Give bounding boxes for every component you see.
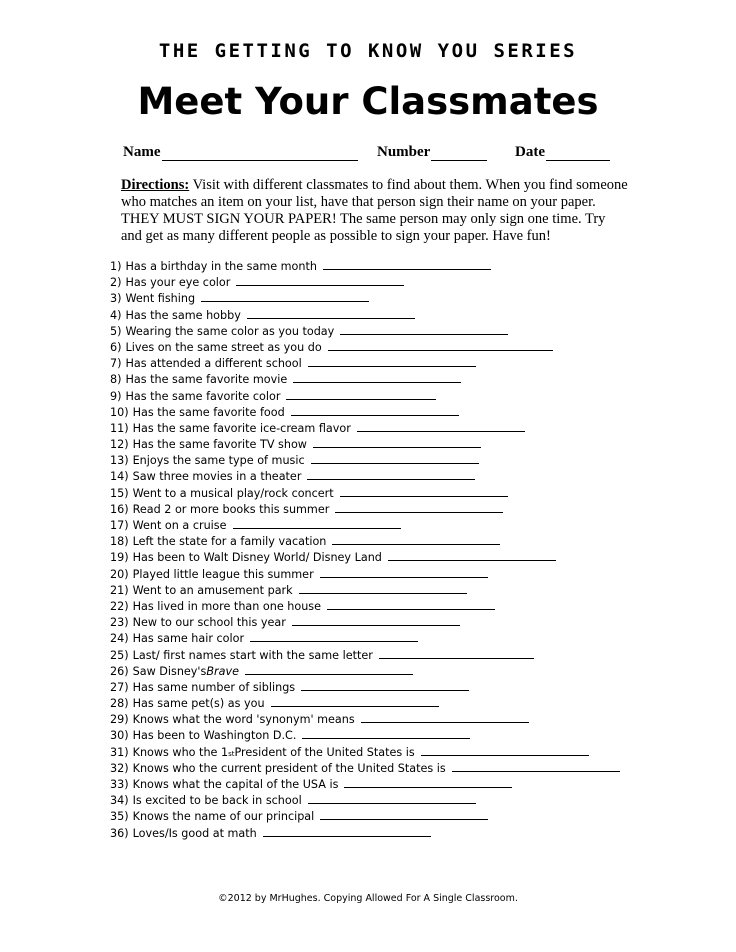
list-item	[110, 808, 630, 824]
list-item	[110, 727, 630, 743]
list-item	[110, 549, 630, 565]
item-number: 3)	[110, 292, 122, 306]
item-text: Has attended a different school	[125, 357, 302, 371]
signature-line[interactable]	[452, 760, 620, 772]
item-italic-text: Brave	[206, 664, 239, 678]
signature-line[interactable]	[313, 436, 481, 448]
signature-line[interactable]	[245, 663, 413, 675]
item-number: 23)	[110, 616, 129, 630]
list-item	[110, 679, 630, 695]
item-number: 20)	[110, 567, 129, 581]
number-field[interactable]	[377, 144, 487, 161]
signature-line[interactable]	[388, 549, 556, 561]
signature-line[interactable]	[379, 647, 534, 659]
item-text: Read 2 or more books this summer	[132, 502, 330, 516]
list-item	[110, 825, 630, 841]
signature-line[interactable]	[323, 258, 491, 270]
item-number: 26)	[110, 664, 129, 678]
list-item	[110, 468, 630, 484]
signature-line[interactable]	[286, 388, 436, 400]
item-number: 2)	[110, 276, 122, 290]
signature-line[interactable]	[332, 533, 500, 545]
series-heading: THE GETTING TO KNOW YOU SERIES	[158, 40, 578, 62]
item-text: Went fishing	[125, 292, 196, 306]
item-text: Has same number of siblings	[132, 680, 296, 694]
item-text: Knows what the word 'synonym' means	[132, 713, 355, 727]
signature-line[interactable]	[340, 323, 508, 335]
item-text: Went on a cruise	[132, 519, 227, 532]
item-number: 33)	[110, 778, 129, 791]
list-item	[110, 760, 630, 776]
item-text: Lives on the same street as you do	[125, 340, 322, 354]
item-number: 32)	[110, 761, 129, 775]
list-item	[110, 323, 630, 339]
list-item	[110, 452, 630, 468]
list-item	[110, 290, 630, 306]
name-blank[interactable]	[162, 146, 358, 161]
list-item	[110, 485, 630, 501]
item-number: 4)	[110, 308, 122, 322]
item-number: 15)	[110, 486, 129, 500]
item-number: 6)	[110, 340, 122, 354]
item-number: 16)	[110, 502, 129, 516]
item-text: Knows who the 1	[132, 745, 229, 759]
signature-line[interactable]	[308, 355, 476, 367]
signature-line[interactable]	[308, 792, 476, 804]
item-number: 21)	[110, 583, 129, 597]
item-text: Has the same favorite color	[125, 389, 281, 403]
signature-line[interactable]	[320, 808, 488, 820]
item-number: 10)	[110, 405, 129, 419]
item-text: Has the same favorite TV show	[132, 438, 307, 452]
list-item	[110, 776, 630, 792]
item-number: 19)	[110, 551, 129, 565]
item-text: Has a birthday in the same month	[125, 260, 317, 273]
list-item	[110, 695, 630, 711]
name-label: Name	[123, 144, 161, 160]
item-text: Saw three movies in a theater	[132, 470, 302, 484]
list-item	[110, 533, 630, 549]
item-text: Has lived in more than one house	[132, 599, 322, 613]
directions-paragraph	[121, 177, 629, 245]
list-item	[110, 436, 630, 452]
list-item	[110, 598, 630, 614]
directions-label: Directions:	[121, 177, 190, 193]
signature-line[interactable]	[327, 598, 495, 610]
signature-line[interactable]	[299, 582, 467, 594]
signature-line[interactable]	[233, 517, 401, 529]
item-text-continued: President of the United States is	[234, 745, 415, 759]
signature-line[interactable]	[291, 404, 459, 416]
item-number: 12)	[110, 438, 129, 452]
signature-line[interactable]	[421, 744, 589, 756]
signature-line[interactable]	[307, 468, 475, 480]
page-title: Meet Your Classmates	[137, 80, 599, 123]
signature-line[interactable]	[311, 452, 479, 464]
item-number: 8)	[110, 373, 122, 387]
signature-line[interactable]	[335, 501, 503, 513]
item-text: Has been to Walt Disney World/ Disney Land	[132, 551, 382, 565]
signature-line[interactable]	[302, 727, 470, 739]
list-item	[110, 420, 630, 436]
item-text: Knows the name of our principal	[132, 810, 315, 824]
item-number: 22)	[110, 599, 129, 613]
item-number: 17)	[110, 519, 129, 532]
item-text: Has your eye color	[125, 276, 231, 290]
list-item	[110, 258, 630, 274]
item-number: 9)	[110, 389, 122, 403]
item-text: New to our school this year	[132, 616, 286, 630]
list-item	[110, 614, 630, 630]
list-item	[110, 582, 630, 598]
item-text: Has the same favorite food	[132, 405, 285, 419]
list-item	[110, 388, 630, 404]
copyright-footer: ©2012 by MrHughes. Copying Allowed For A Single Classroom.	[218, 893, 518, 904]
list-item	[110, 339, 630, 355]
item-number: 24)	[110, 632, 129, 646]
item-number: 27)	[110, 680, 129, 694]
item-number: 31)	[110, 745, 129, 759]
signature-line[interactable]	[301, 679, 469, 691]
list-item	[110, 274, 630, 290]
signature-line[interactable]	[250, 630, 418, 642]
item-number: 7)	[110, 357, 122, 371]
list-item	[110, 371, 630, 387]
list-item	[110, 307, 630, 323]
item-text: Loves/Is good at math	[132, 826, 257, 840]
list-item	[110, 647, 630, 663]
item-number: 5)	[110, 324, 122, 338]
signature-line[interactable]	[292, 614, 460, 626]
item-text: Has same hair color	[132, 632, 245, 646]
item-number: 28)	[110, 697, 129, 711]
list-item	[110, 355, 630, 371]
signature-line[interactable]	[361, 711, 529, 723]
list-item	[110, 711, 630, 727]
list-item: 31) Knows who the 1 st President of the United States is	[110, 744, 630, 760]
item-number: 36)	[110, 826, 129, 840]
item-text: Is excited to be back in school	[132, 794, 302, 808]
date-field[interactable]	[515, 144, 610, 161]
signature-line[interactable]	[357, 420, 525, 432]
item-number: 30)	[110, 729, 129, 743]
item-text: Played little league this summer	[132, 567, 314, 581]
item-number: 18)	[110, 535, 129, 549]
signature-line[interactable]	[340, 485, 508, 497]
item-text: Went to a musical play/rock concert	[132, 486, 334, 500]
signature-line[interactable]	[293, 371, 461, 383]
item-text: Saw Disney's	[132, 664, 207, 678]
checklist	[110, 258, 630, 841]
item-text: Left the state for a family vacation	[132, 535, 327, 549]
number-label: Number	[377, 144, 431, 160]
item-number: 35)	[110, 810, 129, 824]
signature-line[interactable]	[271, 695, 439, 707]
date-label: Date	[515, 144, 545, 160]
item-number: 34)	[110, 794, 129, 808]
signature-line[interactable]	[236, 274, 404, 286]
item-text: Has the same favorite ice-cream flavor	[132, 421, 351, 435]
list-item	[110, 630, 630, 646]
directions-text: Visit with different classmates to find about them. When you find someone who matches an item on your list, have that person sign their name on your paper. THEY MUST SIGN YOUR PAPER! The same person may only sign one time. Try and get as many different people as possible to sign your paper. Have fun!	[121, 177, 628, 244]
item-text: Knows what the capital of the USA is	[132, 778, 339, 791]
signature-line[interactable]	[320, 566, 488, 578]
signature-line[interactable]	[247, 307, 415, 319]
name-field[interactable]	[123, 144, 358, 161]
list-item	[110, 792, 630, 808]
list-item	[110, 566, 630, 582]
item-number: 14)	[110, 470, 129, 484]
item-text: Last/ first names start with the same letter	[132, 648, 373, 662]
list-item	[110, 404, 630, 420]
number-blank[interactable]	[431, 146, 487, 161]
item-text: Has the same hobby	[125, 308, 241, 322]
item-number: 11)	[110, 421, 129, 435]
item-number: 29)	[110, 713, 129, 727]
signature-line[interactable]	[263, 825, 431, 837]
item-text: Knows who the current president of the United States is	[132, 761, 446, 775]
item-number: 25)	[110, 648, 129, 662]
item-text: Has the same favorite movie	[125, 373, 288, 387]
date-blank[interactable]	[546, 146, 610, 161]
item-text: Enjoys the same type of music	[132, 454, 305, 468]
signature-line[interactable]	[328, 339, 553, 351]
item-text: Went to an amusement park	[132, 583, 293, 597]
signature-line[interactable]	[344, 776, 512, 788]
item-text: Has been to Washington D.C.	[132, 729, 297, 743]
list-item	[110, 501, 630, 517]
list-item	[110, 663, 630, 679]
item-number: 1)	[110, 260, 122, 273]
item-text: Wearing the same color as you today	[125, 324, 335, 338]
item-text: Has same pet(s) as you	[132, 697, 265, 711]
item-number: 13)	[110, 454, 129, 468]
list-item	[110, 517, 630, 533]
signature-line[interactable]	[201, 290, 369, 302]
